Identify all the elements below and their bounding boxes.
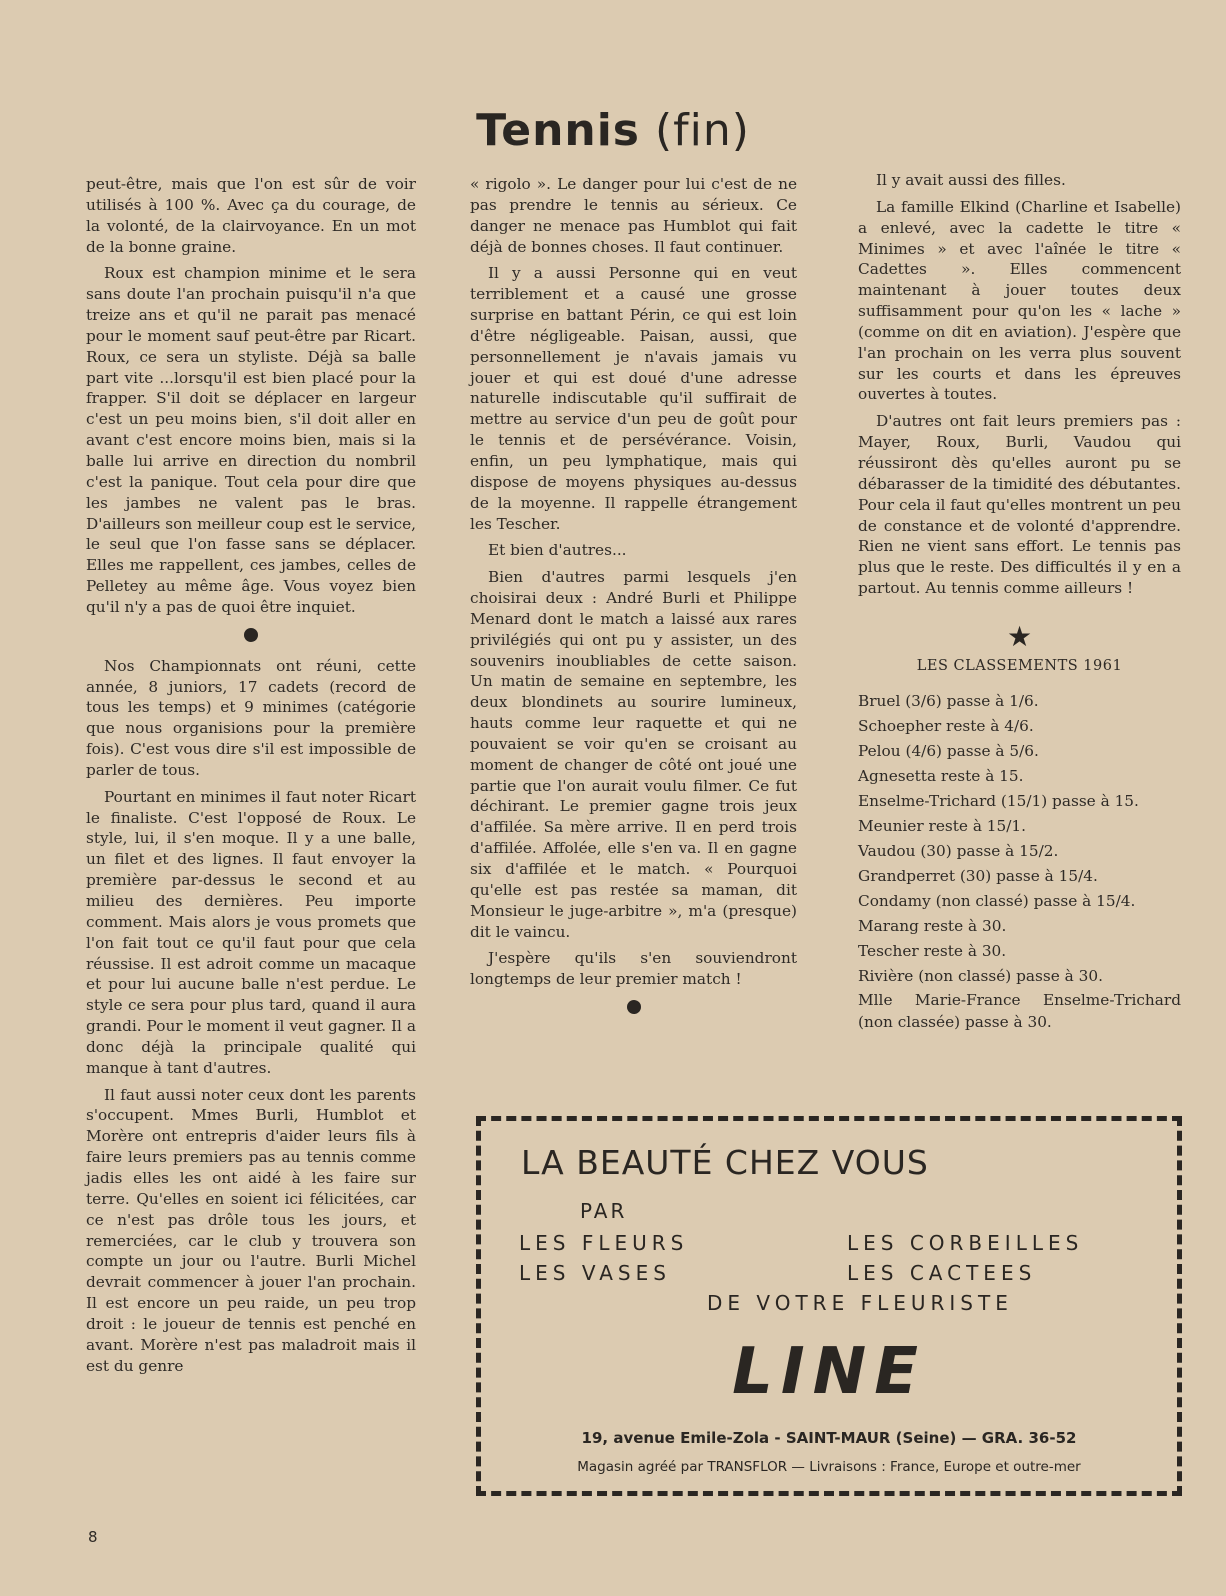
- column-3: [858, 170, 1181, 1033]
- classement-item: Enselme-Trichard (15/1) passe à 15.: [858, 791, 1139, 810]
- ad-par: PAR: [580, 1199, 628, 1223]
- classement-item: Grandperret (30) passe à 15/4.: [858, 866, 1098, 885]
- paragraph: Bien d'autres parmi lesquels j'en choisirai deux : André Burli et Philippe Menard dont le match a laissé aux rares privilégiés qui ont pu y assister, un des souvenirs inoubliables de cette saison. Un matin de semaine en septembre, les deux blondinets au sourire lumineux, hauts comme leur raquette et qui ne pouvaient se voir qu'en se croisant au moment de changer de côté ont joué une partie que l'on aurait voulu filmer. Ce fut déchirant. Le premier gagne trois jeux d'affilée. Sa mère arrive. Il en perd trois d'affilée. Affolée, elle s'en va. Il en gagne six d'affilée et le match. « Pourquoi qu'elle est pas restée sa maman, dit Monsieur le juge-arbitre », m'a (presque) dit le vaincu.: [470, 568, 797, 941]
- column-1: [86, 174, 416, 1382]
- ad-footer: Magasin agréé par TRANSFLOR — Livraisons : France, Europe et outre-mer: [577, 1459, 1081, 1475]
- classement-item: Marang reste à 30.: [858, 916, 1007, 935]
- paragraph: peut-être, mais que l'on est sûr de voir utilisés à 100 %. Avec ça du courage, de la volonté, de la clairvoyance. En un mot de la bonne graine.: [86, 175, 416, 256]
- classement-item: Rivière (non classé) passe à 30.: [858, 966, 1103, 985]
- bullet-separator: [244, 628, 258, 642]
- ad-headline: LA BEAUTÉ CHEZ VOUS: [521, 1143, 929, 1182]
- classement-item: Agnesetta reste à 15.: [858, 766, 1024, 785]
- classement-item: Condamy (non classé) passe à 15/4.: [858, 891, 1136, 910]
- star-separator: ★: [1006, 619, 1033, 653]
- ad-address: 19, avenue Emile-Zola - SAINT-MAUR (Seine) — GRA. 36-52: [581, 1429, 1077, 1447]
- classement-item: Bruel (3/6) passe à 1/6.: [858, 691, 1039, 710]
- paragraph: Et bien d'autres...: [488, 541, 627, 560]
- ad-fleurs: LES FLEURS: [519, 1231, 689, 1255]
- advertisement-box: [476, 1116, 1182, 1496]
- paragraph: Nos Championnats ont réuni, cette année, 8 juniors, 17 cadets (record de tous les temps) et 9 minimes (catégorie que nous organisions pour la première fois). C'est vous dire s'il est impossible de parler de tous.: [86, 656, 416, 779]
- title-main: Tennis: [476, 105, 640, 156]
- ad-brand-logo: LINE: [732, 1335, 926, 1409]
- bullet-separator: [627, 1000, 641, 1014]
- paragraph: La famille Elkind (Charline et Isabelle) a enlevé, avec la cadette le titre « Minimes » et avec l'aînée le titre « Cadettes ». Elles commencent maintenant à jouer toutes deux suffisamment pour qu'on les « lache » (comme on dit en aviation). J'espère que l'an prochain on les verra plus souvent sur les courts et dans les épreuves ouvertes à toutes.: [858, 197, 1181, 404]
- ad-fleuriste: DE VOTRE FLEURISTE: [707, 1291, 1013, 1315]
- ad-vases: LES VASES: [519, 1261, 671, 1285]
- ad-corbeilles: LES CORBEILLES: [847, 1231, 1084, 1255]
- paragraph: D'autres ont fait leurs premiers pas : Mayer, Roux, Burli, Vaudou qui réussiront dès qu'elles auront pu se débarasser de la timidité des débutantes. Pour cela il faut qu'elles montrent un peu de constance et de volonté d'apprendre. Rien ne vient sans effort. Le tennis pas plus que le reste. Des difficultés il y en a partout. Au tennis comme ailleurs !: [858, 412, 1181, 598]
- classement-item: Pelou (4/6) passe à 5/6.: [858, 741, 1039, 760]
- article-title: [0, 105, 1226, 156]
- paragraph: Il y avait aussi des filles.: [876, 171, 1066, 189]
- classement-item: Meunier reste à 15/1.: [858, 816, 1027, 835]
- paragraph: Pourtant en minimes il faut noter Ricart le finaliste. C'est l'opposé de Roux. Le style, lui, il s'en moque. Il y a une balle, un filet et des lignes. Il faut envoyer la première par-dessus le second et au milieu des dernières. Peu importe comment. Mais alors je vous promets que l'on fait tout ce qu'il faut pour que cela réussise. Il est adroit comme un macaque et pour lui aucune balle n'est perdue. Le style ce sera pour plus tard, quand il aura grandi. Pour le moment il veut gagner. Il a donc déjà la principale qualité qui manque à tant d'autres.: [86, 787, 416, 1077]
- paragraph: « rigolo ». Le danger pour lui c'est de ne pas prendre le tennis au sérieux. Ce danger ne menace pas Humblot qui fait déjà de bonnes choses. Il faut continuer.: [470, 175, 797, 256]
- classement-item: Mlle Marie-France Enselme-Trichard (non classée) passe à 30.: [858, 990, 1181, 1031]
- classement-item: Tescher reste à 30.: [858, 941, 1007, 960]
- paragraph: Il y a aussi Personne qui en veut terriblement et a causé une grosse surprise en battant Périn, ce qui est loin d'être négligeable. Paisan, aussi, que personnellement je n'avais jamais vu jouer et qui est doué d'une adresse naturelle indiscutable qu'il suffirait de mettre au service d'un peu de goût pour le tennis et de persévérance. Voisin, enfin, un peu lymphatique, mais qui dispose de moyens physiques au-dessus de la moyenne. Il rappelle étrangement les Tescher.: [470, 264, 797, 533]
- classement-item: Vaudou (30) passe à 15/2.: [858, 841, 1059, 860]
- classements-title: LES CLASSEMENTS 1961: [916, 657, 1123, 674]
- ad-cactees: LES CACTEES: [847, 1261, 1037, 1285]
- paragraph: Roux est champion minime et le sera sans doute l'an prochain puisqu'il n'a que treize ans et qu'il ne parait pas menacé pour le moment sauf peut-être par Ricart. Roux, ce sera un styliste. Déjà sa balle part vite ...lorsqu'il est bien placé pour la frapper. S'il doit se déplacer en largeur c'est un peu moins bien, s'il doit aller en avant c'est encore moins bien, mais si la balle lui arrive en direction du nombril c'est la panique. Tout cela pour dire que les jambes ne valent pas le bras. D'ailleurs son meilleur coup est le service, le seul que l'on fasse sans se déplacer. Elles me rappellent, ces jambes, celles de Pelletey au même âge. Vous voyez bien qu'il n'y a pas de quoi être inquiet.: [86, 264, 416, 616]
- paragraph: J'espère qu'ils s'en souviendront longtemps de leur premier match !: [470, 949, 797, 989]
- page-number: 8: [88, 1528, 98, 1546]
- column-2: [470, 174, 797, 1028]
- classement-item: Schoepher reste à 4/6.: [858, 716, 1034, 735]
- classements-list: [858, 689, 1181, 1033]
- title-paren: (fin): [655, 105, 750, 156]
- paragraph: Il faut aussi noter ceux dont les parents s'occupent. Mmes Burli, Humblot et Morère ont entrepris d'aider leurs fils à faire leurs premiers pas au tennis comme jadis elles les ont aidé à les faire sur terre. Qu'elles en soient ici félicitées, car ce n'est pas drôle tous les jours, et remerciées, car le club y trouvera son compte un jour ou l'autre. Burli Michel devrait commencer à jouer l'an prochain. Il est encore un peu raide, un peu trop droit : le joueur de tennis est penché en avant. Morère n'est pas maladroit mais il est du genre: [86, 1085, 416, 1375]
